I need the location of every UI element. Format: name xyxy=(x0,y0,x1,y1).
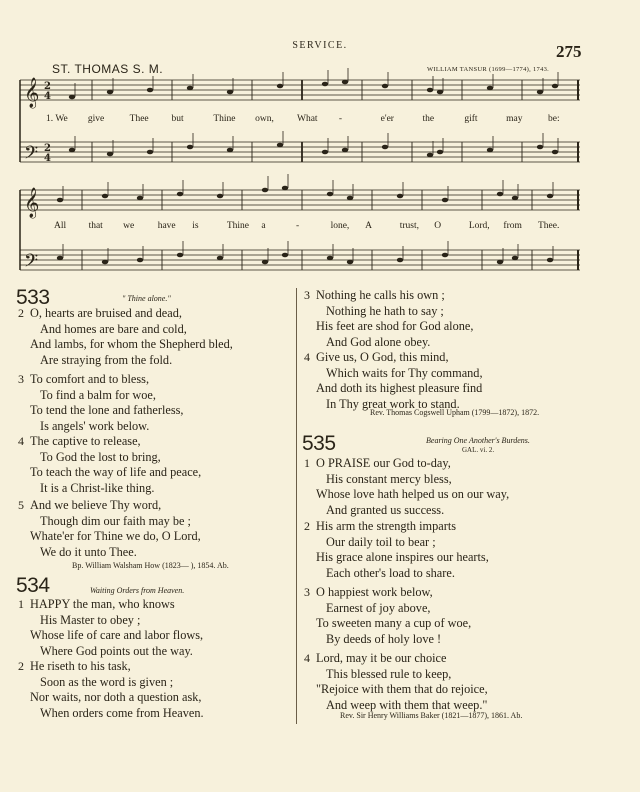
hymn-533-verse-3 xyxy=(18,372,184,434)
lyric-syllable: Thee. xyxy=(538,221,560,231)
note-head xyxy=(69,95,75,100)
treble-clef-icon: 𝄞 xyxy=(24,188,40,218)
verse-line: His Master to obey ; xyxy=(40,612,141,627)
verse-line: Whose love hath helped us on our way, xyxy=(316,487,510,502)
note-head xyxy=(427,88,433,93)
note-head xyxy=(427,153,433,158)
lyric-syllable: What xyxy=(297,114,318,124)
verse-line: Nothing he hath to say ; xyxy=(326,303,444,318)
hymn-535-attribution: Rev. Sir Henry Williams Baker (1821—1877), 1861. Ab. xyxy=(340,711,523,720)
note-head xyxy=(512,256,518,261)
verse-line: To sweeten many a cup of woe, xyxy=(316,616,472,631)
verse-line: HAPPY the man, who knows xyxy=(30,597,175,611)
lyric-syllable: - xyxy=(338,114,342,124)
verse-line: And weep with them that weep." xyxy=(326,697,488,712)
note-head xyxy=(487,148,493,153)
verse-line: Soon as the word is given ; xyxy=(40,674,174,689)
lyric-syllable: Thine xyxy=(226,221,250,231)
hymn-533-verse-3-right xyxy=(304,288,474,350)
lyric-syllable: be: xyxy=(548,114,560,124)
note-head xyxy=(187,145,193,150)
note-head xyxy=(107,152,113,157)
hymn-534-verse-1 xyxy=(18,597,204,659)
note-head xyxy=(177,253,183,258)
hymn-533b-attribution: Rev. Thomas Cogswell Upham (1799—1872), 1872. xyxy=(370,408,540,417)
hymn-533-verse-4-right xyxy=(304,350,483,412)
hymn-533-verse-5 xyxy=(18,498,201,560)
verse-line: To teach the way of life and peace, xyxy=(30,465,202,480)
verse-line: The captive to release, xyxy=(30,434,141,448)
hymn-533-attribution: Bp. William Walsham How (1823— ), 1854. Ab. xyxy=(72,561,229,570)
verse-line: His grace alone inspires our hearts, xyxy=(316,550,489,565)
hymn-533-verse-4 xyxy=(18,434,202,496)
note-head xyxy=(397,194,403,199)
verse-line: And granted us success. xyxy=(326,502,445,517)
verse-line: Earnest of joy above, xyxy=(326,600,431,615)
verse-line: To comfort and to bless, xyxy=(30,372,150,386)
note-head xyxy=(282,186,288,191)
note-head xyxy=(497,192,503,197)
hymn-535-title: Bearing One Another's Burdens. xyxy=(426,436,530,445)
verse-line: And lambs, for whom the Shepherd bled, xyxy=(30,337,233,352)
lyric-syllable: gift xyxy=(464,114,478,124)
note-head xyxy=(397,258,403,263)
hymn-533-number: 533 xyxy=(16,286,50,309)
verse-line: This blessed rule to keep, xyxy=(326,666,452,681)
note-head xyxy=(282,253,288,258)
note-head xyxy=(382,145,388,150)
verse-number: 5 xyxy=(18,498,24,512)
verse-number: 4 xyxy=(304,350,310,364)
verse-line: Whose life of care and labor flows, xyxy=(30,628,204,643)
music-score xyxy=(0,0,640,280)
verse-line: Lord, may it be our choice xyxy=(316,651,447,665)
note-head xyxy=(342,148,348,153)
note-head xyxy=(227,148,233,153)
system2-treble-staff xyxy=(20,190,580,210)
note-head xyxy=(137,196,143,201)
lyric-syllable: from xyxy=(503,221,522,231)
lyric-syllable: give xyxy=(87,114,105,124)
verse-number: 1 xyxy=(18,597,24,611)
lyric-syllable: own, xyxy=(255,114,274,124)
verse-number: 1 xyxy=(304,456,310,470)
verse-line: To tend the lone and fatherless, xyxy=(30,403,184,418)
verse-line: O happiest work below, xyxy=(316,585,433,599)
verse-line: And doth its highest pleasure find xyxy=(316,381,483,396)
verse-line: Each other's load to share. xyxy=(326,565,455,580)
verse-line: Give us, O God, this mind, xyxy=(316,350,449,364)
tune-composer: WILLIAM TANSUR (1699—1774), 1743. xyxy=(427,66,550,73)
verse-line: In Thy great work to stand. xyxy=(326,396,460,411)
lyric-syllable: may xyxy=(506,114,523,124)
note-head xyxy=(177,192,183,197)
hymn-533-verse-2 xyxy=(18,306,233,368)
page-number: 275 xyxy=(556,42,582,61)
verse-line: Is angels' work below. xyxy=(40,418,150,433)
verse-number: 3 xyxy=(304,288,310,302)
lyric-syllable: A xyxy=(365,221,373,231)
note-head xyxy=(547,258,553,263)
note-head xyxy=(537,145,543,150)
note-head xyxy=(277,143,283,148)
note-head xyxy=(512,196,518,201)
lyric-syllable: lone, xyxy=(330,221,350,231)
note-head xyxy=(442,198,448,203)
verse-line: He riseth to his task, xyxy=(30,659,131,673)
verse-line: And homes are bare and cold, xyxy=(40,321,187,336)
note-head xyxy=(552,84,558,89)
hymn-535-scripture-ref: GAL. vi. 2. xyxy=(462,446,495,454)
note-head xyxy=(102,260,108,265)
verse-line: It is a Christ-like thing. xyxy=(40,480,155,495)
verse-number: 3 xyxy=(18,372,24,386)
note-head xyxy=(187,86,193,91)
verse-line: By deeds of holy love ! xyxy=(326,631,442,646)
note-head xyxy=(437,150,443,155)
lyric-syllable: we xyxy=(123,221,135,231)
lyric-syllable: is xyxy=(192,221,199,231)
hymn-534-verse-2 xyxy=(18,659,204,721)
note-head xyxy=(137,258,143,263)
note-head xyxy=(487,86,493,91)
lyric-syllable: that xyxy=(88,221,103,231)
verse-line: "Rejoice with them that do rejoice, xyxy=(316,682,488,697)
verse-line: His arm the strength imparts xyxy=(316,519,457,533)
note-head xyxy=(57,256,63,261)
verse-line: His constant mercy bless, xyxy=(326,471,452,486)
verse-line: Nor waits, nor doth a question ask, xyxy=(30,690,202,705)
verse-line: We do it unto Thee. xyxy=(40,544,137,559)
verse-line: Our daily toil to bear ; xyxy=(326,534,436,549)
note-head xyxy=(107,90,113,95)
svg-text:4: 4 xyxy=(44,91,51,102)
system1-treble-staff xyxy=(20,80,580,100)
bass-clef-icon: 𝄢 xyxy=(24,143,39,168)
lyric-syllable: the xyxy=(422,114,435,124)
note-head xyxy=(327,256,333,261)
hymn-535-verse-3 xyxy=(304,585,472,647)
note-head xyxy=(322,82,328,87)
note-head xyxy=(347,196,353,201)
verse-line: O PRAISE our God to-day, xyxy=(316,456,451,470)
verse-number: 3 xyxy=(304,585,310,599)
verse-line: Are straying from the fold. xyxy=(40,352,173,367)
note-head xyxy=(147,88,153,93)
note-head xyxy=(537,90,543,95)
verse-line: And God alone obey. xyxy=(326,334,431,349)
note-head xyxy=(102,194,108,199)
verse-line: Whate'er for Thine we do, O Lord, xyxy=(30,529,201,544)
verse-number: 4 xyxy=(304,651,310,665)
lyric-syllable: 1. We xyxy=(46,114,68,124)
note-head xyxy=(327,192,333,197)
verse-number: 2 xyxy=(18,659,24,673)
note-head xyxy=(552,150,558,155)
treble-clef-icon: 𝄞 xyxy=(24,78,40,108)
hymn-535-verse-2 xyxy=(304,519,489,581)
lyric-syllable: have xyxy=(157,221,176,231)
note-head xyxy=(347,260,353,265)
lyric-syllable: Thine xyxy=(213,114,236,124)
note-head xyxy=(547,194,553,199)
lyric-syllable: but xyxy=(171,114,184,124)
lyric-syllable: a xyxy=(261,221,266,231)
verse-number: 4 xyxy=(18,434,24,448)
hymn-535-verse-1 xyxy=(304,456,510,518)
note-head xyxy=(442,253,448,258)
svg-text:2: 2 xyxy=(44,143,51,154)
lyric-syllable: Thee xyxy=(129,114,149,124)
note-head xyxy=(342,80,348,85)
verse-line: O, hearts are bruised and dead, xyxy=(30,306,182,320)
note-head xyxy=(277,84,283,89)
verse-line: His feet are shod for God alone, xyxy=(316,319,474,334)
note-head xyxy=(217,194,223,199)
note-head xyxy=(217,256,223,261)
hymn-535-number: 535 xyxy=(302,432,336,455)
hymn-535-verse-4 xyxy=(304,651,488,713)
verse-line: Which waits for Thy command, xyxy=(326,365,483,380)
tune-name: ST. THOMAS S. M. xyxy=(52,62,164,76)
hymn-534-title: Waiting Orders from Heaven. xyxy=(90,586,185,595)
verse-line: Though dim our faith may be ; xyxy=(40,513,191,528)
verse-number: 2 xyxy=(304,519,310,533)
verse-line: Nothing he calls his own ; xyxy=(316,288,445,302)
hymn-534-number: 534 xyxy=(16,574,50,597)
note-head xyxy=(382,84,388,89)
verse-number: 2 xyxy=(18,306,24,320)
hymn-533-title: " Thine alone." xyxy=(122,294,171,303)
verse-line: When orders come from Heaven. xyxy=(40,705,204,720)
section-header: SERVICE. xyxy=(292,40,348,51)
verse-line: To find a balm for woe, xyxy=(40,387,156,402)
note-head xyxy=(147,150,153,155)
lyric-syllable: trust, xyxy=(399,221,419,231)
lyric-syllable: e'er xyxy=(380,114,394,124)
column-divider xyxy=(296,288,297,724)
note-head xyxy=(69,148,75,153)
lyric-syllable: - xyxy=(296,221,300,231)
note-head xyxy=(227,90,233,95)
note-head xyxy=(497,260,503,265)
note-head xyxy=(262,188,268,193)
note-head xyxy=(262,260,268,265)
bass-clef-icon: 𝄢 xyxy=(24,251,39,276)
svg-text:2: 2 xyxy=(44,81,51,92)
note-head xyxy=(57,198,63,203)
note-head xyxy=(322,150,328,155)
verse-line: And we believe Thy word, xyxy=(30,498,162,512)
verse-line: Where God points out the way. xyxy=(40,643,193,658)
lyric-syllable: Lord, xyxy=(468,221,490,231)
svg-text:4: 4 xyxy=(44,153,51,164)
note-head xyxy=(437,90,443,95)
system1-bass-staff xyxy=(20,142,580,162)
verse-line: To God the lost to bring, xyxy=(40,449,161,464)
lyric-syllable: O xyxy=(434,221,442,231)
lyric-syllable: All xyxy=(54,221,67,231)
